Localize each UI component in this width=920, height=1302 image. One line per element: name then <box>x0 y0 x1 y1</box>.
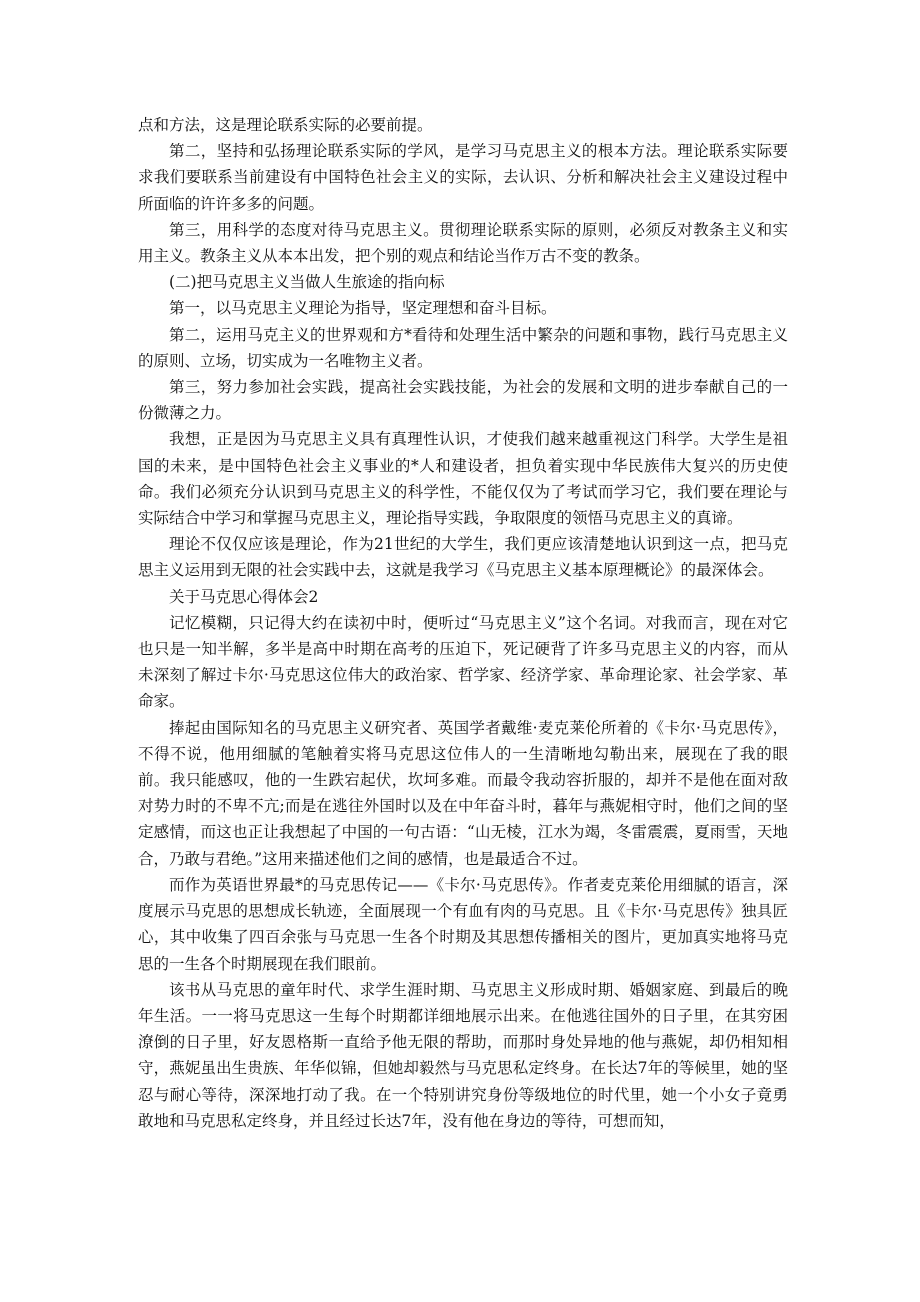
paragraph: 第三，努力参加社会实践，提高社会实践技能，为社会的发展和文明的进步奉献自己的一份微薄之力。 <box>138 378 788 423</box>
paragraph: 记忆模糊，只记得大约在读初中时，便听过“马克思主义”这个名词。对我而言，现在对它也只是一知半解，多半是高中时期在高考的压迫下，死记硬背了许多马克思主义的内容，而从未深刻了解过卡尔·马克思这位伟大的政治家、哲学家、经济学家、革命理论家、社会学家、革命家。 <box>138 613 788 711</box>
paragraph: 点和方法，这是理论联系实际的必要前提。 <box>138 116 433 134</box>
document-page <box>138 112 788 1134</box>
paragraph: 第三，用科学的态度对待马克思主义。贯彻理论联系实际的原则，必须反对教条主义和实用主义。教条主义从本本出发，把个别的观点和结论当作万古不变的教条。 <box>138 220 788 266</box>
article-title: 关于马克思心得体会2 <box>169 587 319 606</box>
paragraph: 第二，坚持和弘扬理论联系实际的学风，是学习马克思主义的根本方法。理论联系实际要求我们要联系当前建设有中国特色社会主义的实际，去认识、分析和解决社会主义建设过程中所面临的许许多多的问题。 <box>138 142 788 213</box>
paragraph: 第一，以马克思主义理论为指导，坚定理想和奋斗目标。 <box>169 299 557 318</box>
paragraph: 而作为英语世界最*的马克思传记——《卡尔·马克思传》。作者麦克莱伦用细腻的语言，深度展示马克思的思想成长轨迹，全面展现一个有血有肉的马克思。且《卡尔·马克思传》独具匠心，其中收集了四百余张与马克思一生各个时期及其思想传播相关的图片，更加真实地将马克思的一生各个时期展现在我们眼前。 <box>138 875 788 973</box>
section-heading: (二)把马克思主义当做人生旅途的指向标 <box>169 273 445 292</box>
paragraph: 第二，运用马克主义的世界观和方*看待和处理生活中繁杂的问题和事物，践行马克思主义的原则、立场，切实成为一名唯物主义者。 <box>138 325 788 370</box>
paragraph: 捧起由国际知名的马克思主义研究者、英国学者戴维·麦克莱伦所着的《卡尔·马克思传》，不得不说，他用细腻的笔触着实将马克思这位伟人的一生清晰地勾勒出来，展现在了我的眼前。我只能感叹，他的一生跌宕起伏，坎坷多难。而最令我动容折服的，却并不是他在面对敌对势力时的不卑不亢;而是在逃往外国时以及在中年奋斗时，暮年与燕妮相守时，他们之间的坚定感情，而这也正让我想起了中国的一句古语：“山无棱，江水为竭，冬雷震震，夏雨雪，天地合，乃敢与君绝。”这用来描述他们之间的感情，也是最适合不过。 <box>138 718 788 868</box>
paragraph: 理论不仅仅应该是理论，作为21世纪的大学生，我们更应该清楚地认识到这一点，把马克思主义运用到无限的社会实践中去，这就是我学习《马克思主义基本原理概论》的最深体会。 <box>138 535 788 580</box>
paragraph: 该书从马克思的童年时代、求学生涯时期、马克思主义形成时期、婚姻家庭、到最后的晚年生活。一一将马克思这一生每个时期都详细地展示出来。在他逃往国外的日子里，在其穷困潦倒的日子里，好友恩格斯一直给予他无限的帮助，而那时身处异地的他与燕妮，却仍相知相守，燕妮虽出生贵族、年华似锦，但她却毅然与马克思私定终身。在长达7年的等候里，她的坚忍与耐心等待，深深地打动了我。在一个特别讲究身份等级地位的时代里，她一个小女子竟勇敢地和马克思私定终身，并且经过长达7年，没有他在身边的等待，可想而知， <box>138 980 788 1130</box>
paragraph: 我想，正是因为马克思主义具有真理性认识，才使我们越来越重视这门科学。大学生是祖国的未来，是中国特色社会主义事业的*人和建设者，担负着实现中华民族伟大复兴的历史使命。我们必须充分认识到马克思主义的科学性，不能仅仅为了考试而学习它，我们要在理论与实际结合中学习和掌握马克思主义，理论指导实践，争取限度的领悟马克思主义的真谛。 <box>138 430 788 528</box>
